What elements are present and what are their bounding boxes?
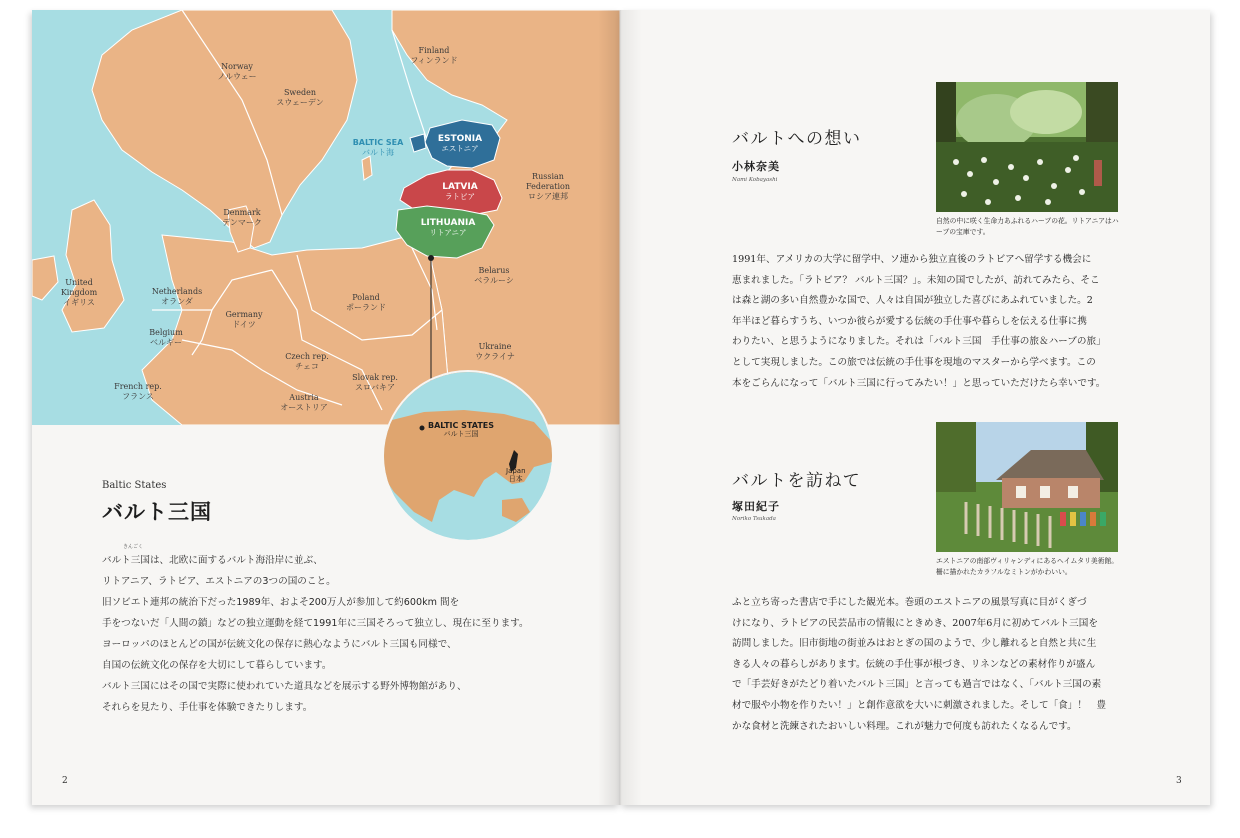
essay1-line: わりたい、と思うようになりました。それは「バルト三国 手仕事の旅＆ハーブの旅」 — [732, 336, 1106, 348]
essay1-author: 小林奈美 — [732, 160, 780, 173]
label-norway: Norway ノルウェー — [217, 62, 257, 81]
essay2-line: ふと立ち寄った書店で手にした観光本。巻頭のエストニアの風景写真に目がくぎづ — [732, 597, 1087, 608]
ruby-annotation: きんごく — [123, 544, 144, 550]
label-germany: Germany ドイツ — [225, 310, 263, 329]
essay2-line: 訪問しました。旧市街地の街並みはおとぎの国のようで、少し離れると自然と共に生 — [732, 638, 1097, 650]
label-slovak: Slovak rep. スロバキア — [352, 373, 398, 392]
essay1-author-en: Nami Kobayashi — [732, 177, 778, 183]
intro-line: 手をつないだ「人間の鎖」などの独立運動を経て1991年に三国そろって独立し、現在に至ります。 — [102, 618, 529, 629]
essay2-line: かな食材と洗練されたおいしい料理。これが魅力で何度も訪れたくなるんです。 — [732, 720, 1077, 732]
globe-label-japan: Japan 日本 — [506, 467, 526, 483]
globe-inset — [384, 372, 552, 540]
label-ukraine: Ukraine ウクライナ — [475, 342, 515, 361]
essay1-line: 年半ほど暮らすうち、いつか彼らが愛する伝統の手仕事や暮らしを伝える仕事に携 — [732, 315, 1087, 327]
label-belgium: Belgium ベルギー — [149, 328, 183, 347]
intro-line: 旧ソビエト連邦の統治下だった1989年、およそ200万人が参加して約600km 間を — [102, 597, 460, 608]
essay2-line: で「手芸好きがたどり着いたバルト三国」と言っても過言ではなく、「バルト三国の素 — [732, 679, 1102, 691]
section-title-ja: バルト三国 — [102, 500, 212, 524]
essay2-author-en: Noriko Tsukada — [732, 516, 776, 522]
essay2-body — [732, 593, 1162, 737]
label-uk: United Kingdom イギリス — [60, 278, 98, 307]
museum-house-photo — [936, 422, 1118, 552]
label-france: French rep. フランス — [114, 382, 162, 401]
page-number-left: 2 — [62, 776, 68, 786]
intro-line: リトアニア、ラトビア、エストニアの3つの国のこと。 — [102, 576, 336, 587]
intro-line: バルト三国は、北欧に面するバルト海沿岸に並ぶ、 — [102, 555, 323, 566]
intro-line: 自国の伝統文化の保存を大切にして暮らしています。 — [102, 660, 332, 671]
label-poland: Poland ポーランド — [346, 293, 386, 312]
essay1-title: バルトへの想い — [732, 129, 862, 149]
label-baltic-sea: BALTIC SEA バルト海 — [352, 138, 404, 157]
essay2-author: 塚田紀子 — [732, 500, 780, 513]
label-czech: Czech rep. チェコ — [285, 352, 329, 371]
label-sweden: Sweden スウェーデン — [276, 88, 324, 107]
label-latvia: LATVIA ラトビア — [442, 182, 478, 201]
essay1-line: 1991年、アメリカの大学に留学中、ソ連から独立直後のラトビアへ留学する機会に — [732, 254, 1092, 265]
intro-text — [102, 550, 572, 718]
left-page — [32, 10, 620, 805]
label-estonia: ESTONIA エストニア — [437, 134, 483, 153]
label-belarus: Belarus ベラルーシ — [474, 266, 514, 285]
label-russia: Russian Federation ロシア連邦 — [525, 172, 571, 201]
essay2-caption: エストニアの南部ヴィリャンディにあるヘイムタリ美術館。柵に描かれたカラフルなミトンがかわいい。 — [936, 557, 1119, 576]
essay1-caption: 自然の中に咲く生命力あふれるハーブの花。リトアニアはハーブの宝庫です。 — [936, 217, 1119, 236]
essay2-line: けになり、ラトビアの民芸品市の情報にときめき、2007年6月に初めてバルト三国を — [732, 617, 1098, 629]
europe-map — [32, 10, 620, 425]
essay1-line: として実現しました。この旅では伝統の手仕事を現地のマスターから学べます。この — [732, 356, 1096, 368]
globe-graphic — [384, 372, 552, 540]
essay2-line: きる人々の暮らしがあります。伝統の手仕事が根づき、リネンなどの素材作りが盛ん — [732, 658, 1096, 670]
label-finland: Finland フィンランド — [410, 46, 458, 65]
label-netherlands: Netherlands オランダ — [151, 287, 203, 306]
essay1-line: は森と湖の多い自然豊かな国で、人々は自国が独立した喜びにあふれていました。2 — [732, 295, 1093, 307]
intro-line: ヨーロッパのほとんどの国が伝統文化の保存に熱心なようにバルト三国も同様で、 — [102, 639, 457, 650]
section-title-en: Baltic States — [102, 480, 167, 491]
essay1-line: 本をごらんになって「バルト三国に行ってみたい！」と思っていただけたら幸いです。 — [732, 377, 1106, 389]
essay1-line: 恵まれました。「ラトビア？ バルト三国？」。未知の国でしたが、訪れてみたら、そこ — [732, 274, 1100, 286]
label-denmark: Denmark デンマーク — [222, 208, 262, 227]
intro-line: バルト三国にはその国で実際に使われていた道具などを展示する野外博物館があり、 — [102, 681, 467, 692]
label-lithuania: LITHUANIA リトアニア — [420, 218, 476, 237]
essay2-line: 材で服や小物を作りたい！」と創作意欲を大いに刺激されました。そして「食」！ 豊 — [732, 699, 1107, 711]
right-page — [620, 10, 1210, 805]
intro-line: それらを見たり、手仕事を体験できたりします。 — [102, 702, 313, 713]
essay2-title: バルトを訪ねて — [732, 471, 862, 491]
label-austria: Austria オーストリア — [280, 393, 328, 412]
globe-label-baltic: BALTIC STATES バルト三国 — [428, 421, 495, 438]
herb-flowers-photo — [936, 82, 1118, 212]
page-number-right: 3 — [1176, 776, 1182, 786]
essay1-body — [732, 250, 1162, 394]
